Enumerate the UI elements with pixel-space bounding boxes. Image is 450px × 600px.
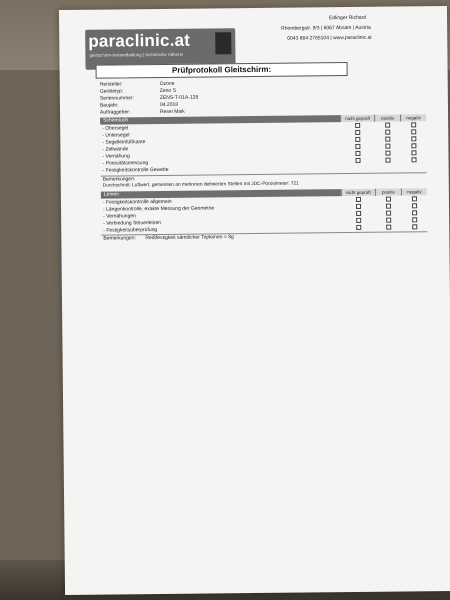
checkbox-negative[interactable] — [411, 150, 416, 155]
checkbox-not-checked[interactable] — [355, 144, 360, 149]
checkbox-not-checked[interactable] — [355, 130, 360, 135]
company-contact: 0043 664 2765104 | www.paraclinic.at — [287, 34, 372, 42]
checkbox-negative[interactable] — [411, 143, 416, 148]
checkbox-negative[interactable] — [412, 224, 417, 229]
checkbox-positive[interactable] — [385, 144, 390, 149]
column-header-negative: negativ — [400, 114, 426, 121]
remarks-text: Reißfestigkeit sämtlicher Topleinen > 8g — [145, 234, 234, 242]
info-value: Ozone — [159, 80, 175, 87]
checkbox-negative[interactable] — [412, 210, 417, 215]
checkbox-negative[interactable] — [412, 157, 417, 162]
checkbox-positive[interactable] — [386, 204, 391, 209]
check-item: - Obersegel — [102, 125, 129, 132]
info-label: Auftraggeber: — [99, 109, 131, 116]
info-label: Seriennummer: — [99, 95, 135, 102]
checkbox-positive[interactable] — [385, 151, 390, 156]
check-item: - Festigkeitskontrolle allgemein — [102, 198, 172, 206]
column-header-negative: negativ — [401, 188, 427, 195]
checkbox-not-checked[interactable] — [356, 225, 361, 230]
checkbox-not-checked[interactable] — [355, 137, 360, 142]
check-item: - Vernähungen — [103, 213, 136, 220]
checkbox-not-checked[interactable] — [356, 211, 361, 216]
checkbox-negative[interactable] — [411, 136, 416, 141]
check-item: - Längenkontrolle, exakte Messung der Geometrie — [103, 205, 215, 213]
section-title: Leinen — [101, 189, 341, 199]
info-label: Gerätetyp: — [99, 88, 124, 95]
check-item: - Segelleinfüßkante — [102, 139, 146, 146]
checkbox-negative[interactable] — [412, 203, 417, 208]
company-address: Rhombergstr. 9/3 | 6067 Absam | Austria — [281, 24, 371, 32]
info-value: 04.2018 — [159, 101, 179, 108]
remarks-label: Bemerkungen: — [102, 176, 136, 183]
check-item: - Zellwände — [102, 146, 129, 153]
column-header-positive: positiv — [375, 188, 401, 195]
document-sheet — [59, 6, 450, 595]
checkbox-positive[interactable] — [385, 130, 390, 135]
info-value: Resei Maik — [159, 108, 185, 115]
checkbox-not-checked[interactable] — [355, 123, 360, 128]
info-value: Zeno S — [159, 87, 176, 94]
section-title: Schirmtuch — [100, 115, 340, 125]
checkbox-not-checked[interactable] — [356, 204, 361, 209]
checkbox-positive[interactable] — [386, 158, 391, 163]
page-title: Prüfprotokoll Gleitschirm: — [96, 62, 348, 79]
remarks-label: Bemerkungen: — [103, 235, 136, 242]
company-name: Edlinger Richard — [329, 14, 367, 22]
logo-brand: paraclinic.at — [88, 30, 191, 51]
remarks-text: Durchschnitt: Luftwert, gemessen an mehreren definierten Stellen mit JDC-Porosimeter: 721 — [102, 181, 299, 189]
column-header-positive: positiv — [374, 114, 400, 121]
checkbox-negative[interactable] — [411, 122, 416, 127]
checkbox-not-checked[interactable] — [356, 218, 361, 223]
info-label: Hersteller: — [99, 81, 123, 88]
checkbox-positive[interactable] — [386, 211, 391, 216]
column-header-checked: nicht geprüft — [341, 189, 375, 196]
checkbox-negative[interactable] — [411, 129, 416, 134]
checkbox-positive[interactable] — [386, 218, 391, 223]
checkbox-positive[interactable] — [386, 225, 391, 230]
check-item: - Festigkeitsüberprüfung — [103, 227, 158, 234]
seal-badge-icon — [215, 32, 231, 54]
checkbox-not-checked[interactable] — [355, 151, 360, 156]
info-value: ZENS-T-01A-128 — [159, 94, 199, 101]
check-item: - Festigkeitskontrolle Gewebe — [102, 166, 169, 174]
checkbox-positive[interactable] — [385, 123, 390, 128]
info-label: Baujahr: — [99, 102, 119, 109]
checkbox-negative[interactable] — [412, 217, 417, 222]
checkbox-positive[interactable] — [385, 137, 390, 142]
checkbox-not-checked[interactable] — [356, 197, 361, 202]
column-header-checked: nicht geprüft — [340, 115, 374, 122]
check-item: - Verbindung Steuerleinen — [103, 219, 162, 227]
checkbox-not-checked[interactable] — [356, 158, 361, 163]
checkbox-negative[interactable] — [412, 196, 417, 201]
check-item: - Untersegel — [102, 132, 130, 139]
checkbox-positive[interactable] — [386, 197, 391, 202]
check-item: - Porositätsmessung — [102, 160, 149, 167]
check-item: - Vernähung — [102, 153, 130, 160]
logo-tagline: gleitschirm-instandhaltung | technische näherei — [89, 51, 184, 58]
